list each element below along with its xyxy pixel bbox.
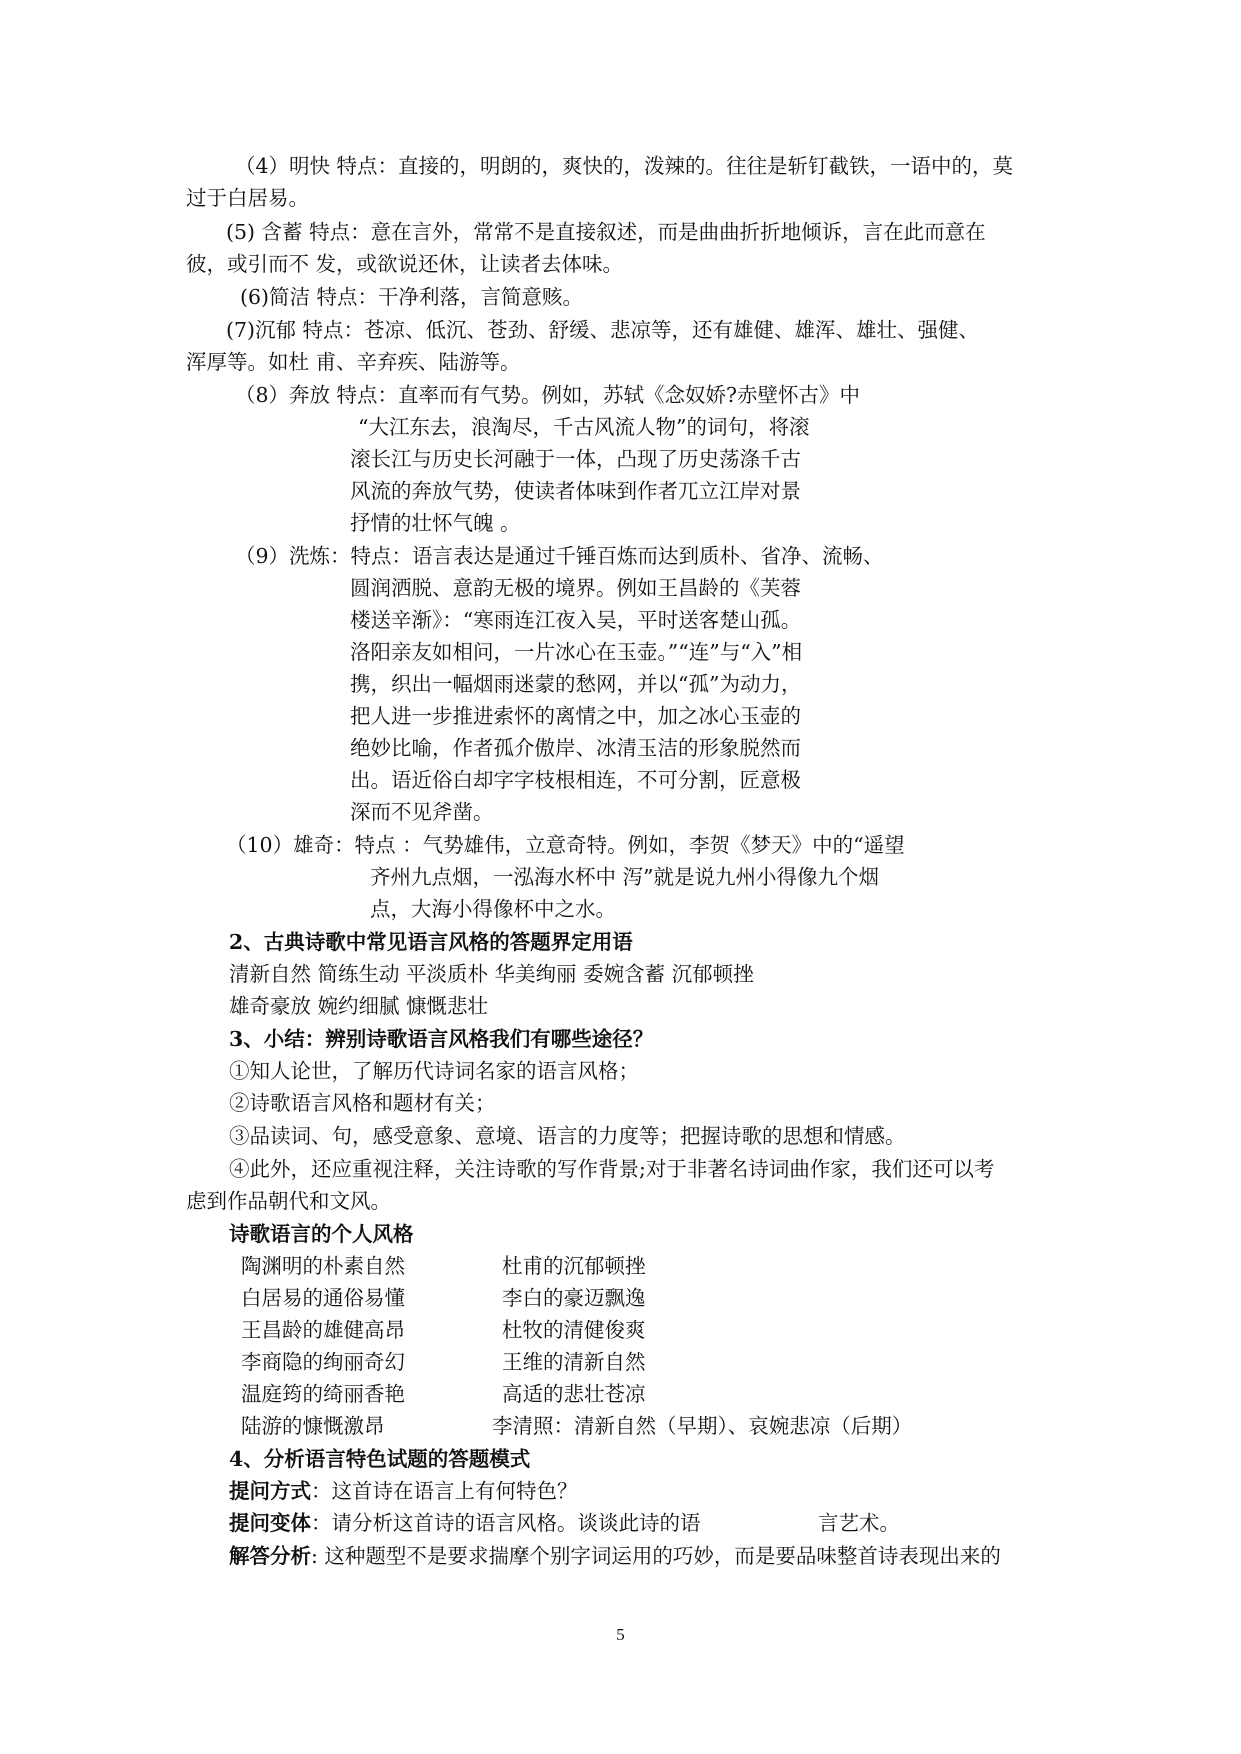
item9-line2: 圆润洒脱、意韵无极的境界。例如王昌龄的《芙蓉 — [350, 576, 801, 600]
heading-3: 3、小结：辨别诗歌语言风格我们有哪些途径？ — [229, 1027, 654, 1051]
poet-right: 李白的豪迈飘逸 — [502, 1286, 646, 1310]
poet-left: 温庭筠的绮丽香艳 — [241, 1382, 405, 1406]
question-format-text: ：这首诗在语言上有何特色？ — [311, 1479, 578, 1503]
way-1: ①知人论世，了解历代诗词名家的语言风格； — [229, 1059, 639, 1083]
item9-line4: 洛阳亲友如相问，一片冰心在玉壶。”“连”与“入”相 — [350, 640, 803, 664]
poet-right: 杜牧的清健俊爽 — [502, 1318, 646, 1342]
item5-line1: (5) 含蓄 特点：意在言外，常常不是直接叙述，而是曲曲折折地倾诉，言在此而意在 — [226, 220, 986, 244]
question-variant-text: ：请分析这首诗的语言风格。谈谈此诗的语 — [311, 1511, 701, 1535]
item8-line3: 滚长江与历史长河融于一体，凸现了历史荡涤千古 — [350, 447, 801, 471]
question-variant — [229, 1509, 701, 1537]
way-4-line2: 虑到作品朝代和文风。 — [186, 1189, 391, 1213]
item4-line1: （4）明快 特点：直接的，明朗的，爽快的，泼辣的。往往是斩钉截铁，一语中的，莫 — [235, 154, 1014, 178]
question-variant-tail: 言艺术。 — [818, 1511, 900, 1535]
poet-left: 陆游的慷慨激昂 — [241, 1414, 385, 1438]
answer-analysis-label: 解答分析 — [229, 1544, 311, 1568]
poet-left: 陶渊明的朴素自然 — [241, 1254, 405, 1278]
question-format-label: 提问方式 — [229, 1479, 311, 1503]
item7-line2: 浑厚等。如杜 甫、辛弃疾、陆游等。 — [186, 350, 521, 374]
item9-line3: 楼送辛渐》：“寒雨连江夜入吴，平时送客楚山孤。 — [350, 608, 802, 632]
poet-left: 王昌龄的雄健高昂 — [241, 1318, 405, 1342]
item8-line5: 抒情的壮怀气魄 。 — [350, 511, 521, 535]
item9-line5: 携，织出一幅烟雨迷蒙的愁网，并以“孤”为动力， — [350, 672, 802, 696]
item7-line1: (7)沉郁 特点：苍凉、低沉、苍劲、舒缓、悲凉等，还有雄健、雄浑、雄壮、强健、 — [226, 318, 980, 342]
item6-line1: (6)简洁 特点：干净利落，言简意赅。 — [240, 285, 584, 309]
question-variant-label: 提问变体 — [229, 1511, 311, 1535]
item9-line9: 深而不见斧凿。 — [350, 800, 494, 824]
poet-right: 李清照：清新自然（早期）、哀婉悲凉（后期） — [492, 1414, 913, 1438]
poet-left: 李商隐的绚丽奇幻 — [241, 1350, 405, 1374]
terms-line2: 雄奇豪放 婉约细腻 慷慨悲壮 — [229, 994, 489, 1018]
item8-line1: （8）奔放 特点：直率而有气势。例如，苏轼《念奴娇?赤壁怀古》中 — [235, 383, 861, 407]
poet-right: 杜甫的沉郁顿挫 — [502, 1254, 646, 1278]
way-4-line1: ④此外，还应重视注释，关注诗歌的写作背景;对于非著名诗词曲作家，我们还可以考 — [229, 1157, 995, 1181]
item9-line1: （9）洗炼：特点：语言表达是通过千锤百炼而达到质朴、省净、流畅、 — [235, 544, 884, 568]
poet-right: 王维的清新自然 — [502, 1350, 646, 1374]
terms-line1: 清新自然 简练生动 平淡质朴 华美绚丽 委婉含蓄 沉郁顿挫 — [229, 962, 754, 986]
item9-line7: 绝妙比喻，作者孤介傲岸、冰清玉洁的形象脱然而 — [350, 736, 801, 760]
item9-line6: 把人进一步推进索怀的离情之中，加之冰心玉壶的 — [350, 704, 801, 728]
item10-line2: 齐州九点烟，一泓海水杯中 泻”就是说九州小得像九个烟 — [370, 865, 879, 889]
way-2: ②诗歌语言风格和题材有关； — [229, 1091, 496, 1115]
item10-line1: （10）雄奇：特点 ：气势雄伟，立意奇特。例如，李贺《梦天》中的“遥望 — [226, 833, 905, 857]
item10-line3: 点，大海小得像杯中之水。 — [370, 897, 616, 921]
item8-line4: 风流的奔放气势，使读者体味到作者兀立江岸对景 — [350, 479, 801, 503]
item5-line2: 彼，或引而不 发，或欲说还休，让读者去体味。 — [186, 252, 624, 276]
page-number: 5 — [616, 1625, 625, 1644]
poet-left: 白居易的通俗易懂 — [241, 1286, 405, 1310]
item8-line2: “大江东去，浪淘尽，千古风流人物”的词句，将滚 — [358, 415, 810, 439]
answer-analysis — [229, 1542, 1001, 1570]
poet-right: 高适的悲壮苍凉 — [502, 1382, 646, 1406]
personal-style-heading: 诗歌语言的个人风格 — [229, 1222, 414, 1246]
question-format — [229, 1477, 578, 1505]
item9-line8: 出。语近俗白却字字枝根相连，不可分割，匠意极 — [350, 768, 801, 792]
heading-4: 4、分析语言特色试题的答题模式 — [229, 1447, 531, 1471]
answer-analysis-text: : 这种题型不是要求揣摩个别字词运用的巧妙，而是要品味整首诗表现出来的 — [311, 1544, 1001, 1568]
way-3: ③品读词、句，感受意象、意境、语言的力度等；把握诗歌的思想和情感。 — [229, 1124, 906, 1148]
heading-2: 2、古典诗歌中常见语言风格的答题界定用语 — [229, 930, 633, 954]
item4-line2: 过于白居易。 — [186, 186, 309, 210]
